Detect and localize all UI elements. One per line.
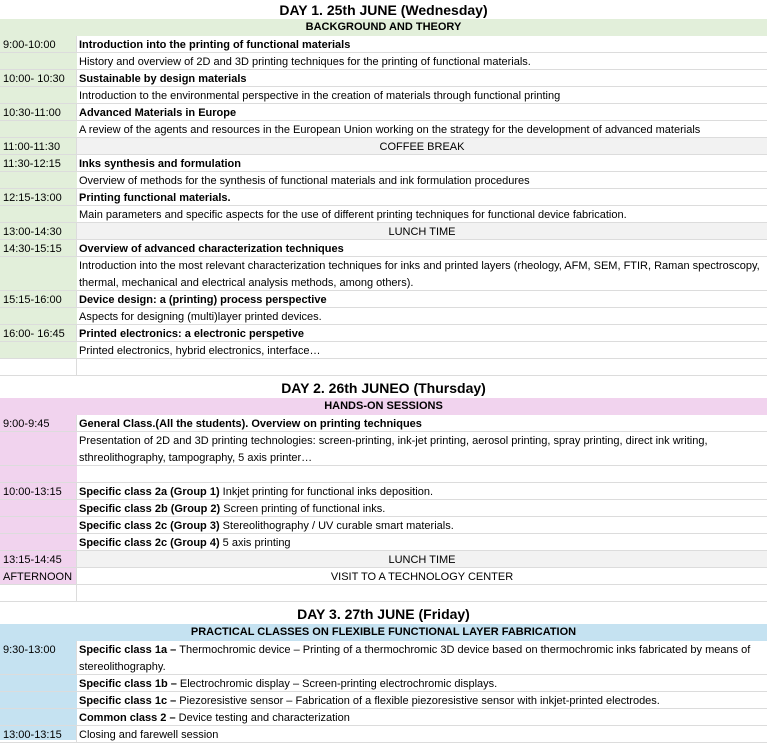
session-description: Main parameters and specific aspects for the use of different printing techniques for functional device fabrication.	[79, 209, 627, 221]
schedule-row	[0, 206, 767, 223]
schedule-row	[0, 534, 767, 551]
session-title: Advanced Materials in Europe	[79, 107, 237, 119]
session-description: A review of the agents and resources in the European Union working on the strategy for the development of advanced materials	[79, 124, 701, 136]
schedule-row	[0, 692, 767, 709]
schedule-row	[0, 70, 767, 87]
class-title: Specific class 2a (Group 1)	[79, 486, 220, 498]
break-row	[0, 551, 767, 568]
schedule-row	[0, 415, 767, 432]
class-description: Inkjet printing for functional inks deposition.	[219, 486, 434, 498]
blank-row	[0, 585, 767, 602]
session-description: Printed electronics, hybrid electronics, interface…	[79, 345, 321, 357]
session-title: Printing functional materials.	[79, 192, 231, 204]
schedule-row	[0, 709, 767, 726]
class-entry	[77, 692, 767, 708]
break-row	[0, 138, 767, 155]
class-description: Device testing and characterization	[178, 712, 350, 724]
session-description: Overview of methods for the synthesis of functional materials and ink formulation procedures	[79, 175, 530, 187]
schedule-row	[0, 568, 767, 585]
class-description: Piezoresistive sensor – Fabrication of a flexible piezoresistive sensor with inkjet-printed electrodes.	[179, 695, 660, 707]
session-title: Overview of advanced characterization techniques	[79, 243, 344, 255]
blank-time-cell	[0, 585, 77, 601]
schedule-row	[0, 87, 767, 104]
class-title: Specific class 2c (Group 4)	[79, 537, 220, 549]
schedule-row	[0, 483, 767, 500]
schedule-row	[0, 432, 767, 466]
session-title: Introduction into the printing of functional materials	[79, 39, 351, 51]
schedule-row	[0, 240, 767, 257]
time-cell: 10:00- 10:30	[0, 70, 77, 86]
schedule-row	[0, 291, 767, 308]
schedule-row	[0, 189, 767, 206]
blank-row	[0, 359, 767, 376]
schedule-row	[0, 675, 767, 692]
class-description: 5 axis printing	[219, 537, 291, 549]
schedule-row	[0, 342, 767, 359]
closing-session-label: Closing and farewell session	[79, 729, 219, 741]
schedule-row	[0, 726, 767, 743]
class-title: Specific class 2c (Group 3)	[79, 520, 220, 532]
schedule-row	[0, 155, 767, 172]
session-title: Inks synthesis and formulation	[79, 158, 241, 170]
time-cell: 16:00- 16:45	[0, 325, 77, 341]
schedule-row	[0, 257, 767, 291]
schedule-row	[0, 466, 767, 483]
session-description: Presentation of 2D and 3D printing technologies: screen-printing, ink-jet printing, aerosol printing, spray printing, direct ink writing, sthreolithography, tampography, 5 axis printer…	[79, 435, 708, 464]
time-cell: 11:00-11:30	[0, 138, 77, 154]
schedule-row	[0, 308, 767, 325]
class-entry	[77, 483, 767, 499]
time-cell: 14:30-15:15	[0, 240, 77, 256]
class-title: Common class 2 –	[79, 712, 179, 724]
session-description: Introduction into the most relevant characterization techniques for inks and printed layers (rheology, AFM, SEM, FTIR, Raman spectroscopy, thermal, mechanical and electrical analysis methods, among others).	[79, 260, 760, 289]
session-title: General Class.(All the students). Overview on printing techniques	[79, 418, 422, 430]
class-entry	[77, 641, 767, 674]
day2-section-header: HANDS-ON SESSIONS	[0, 398, 767, 415]
time-cell: 10:00-13:15	[0, 483, 77, 499]
day1-section-header: BACKGROUND AND THEORY	[0, 19, 767, 36]
class-title: Specific class 1b –	[79, 678, 180, 690]
time-cell: 13:00-14:30	[0, 223, 77, 239]
schedule-row	[0, 500, 767, 517]
coffee-break-label: COFFEE BREAK	[77, 138, 767, 154]
schedule-row	[0, 517, 767, 534]
schedule-row	[0, 53, 767, 70]
class-description: Thermochromic device – Printing of a thermochromic 3D device based on thermochromic inks fabricated by means of stereolithography.	[79, 644, 751, 673]
session-description: Introduction to the environmental perspective in the creation of materials through functional printing	[79, 90, 561, 102]
lunch-break-label: LUNCH TIME	[77, 223, 767, 239]
class-entry	[77, 500, 767, 516]
class-title: Specific class 2b (Group 2)	[79, 503, 221, 515]
day3-title: DAY 3. 27th JUNE (Friday)	[297, 606, 470, 622]
class-description: Electrochromic display – Screen-printing electrochromic displays.	[179, 678, 498, 690]
day2-title: DAY 2. 26th JUNEO (Thursday)	[281, 380, 486, 396]
class-entry	[77, 517, 767, 533]
schedule-row	[0, 641, 767, 675]
time-cell: 9:30-13:00	[0, 641, 77, 674]
class-entry	[77, 709, 767, 725]
time-cell: AFTERNOON	[0, 568, 77, 584]
day1-title: DAY 1. 25th JUNE (Wednesday)	[279, 2, 488, 18]
blank-time-cell	[0, 359, 77, 375]
session-title: Printed electronics: a electronic perspetive	[79, 328, 304, 340]
session-title: Device design: a (printing) process perspective	[79, 294, 327, 306]
session-title: Sustainable by design materials	[79, 73, 247, 85]
class-entry	[77, 675, 767, 691]
class-title: Specific class 1c –	[79, 695, 180, 707]
schedule-row	[0, 36, 767, 53]
break-row	[0, 223, 767, 240]
time-cell: 13:15-14:45	[0, 551, 77, 567]
schedule-row	[0, 325, 767, 342]
day3-section-header: PRACTICAL CLASSES ON FLEXIBLE FUNCTIONAL LAYER FABRICATION	[0, 624, 767, 641]
schedule-row	[0, 121, 767, 138]
class-description: Stereolithography / UV curable smart materials.	[219, 520, 454, 532]
session-description: History and overview of 2D and 3D printing techniques for the printing of functional materials.	[79, 56, 531, 68]
time-cell: 11:30-12:15	[0, 155, 77, 171]
class-title: Specific class 1a –	[79, 644, 180, 656]
time-cell: 10:30-11:00	[0, 104, 77, 120]
time-cell: 13:00-13:15	[0, 726, 77, 742]
time-cell: 12:15-13:00	[0, 189, 77, 205]
schedule-row	[0, 104, 767, 121]
schedule-row	[0, 172, 767, 189]
afternoon-visit-label: VISIT TO A TECHNOLOGY CENTER	[330, 571, 514, 583]
time-cell: 9:00-9:45	[0, 415, 77, 431]
class-entry	[77, 534, 767, 550]
class-description: Screen printing of functional inks.	[220, 503, 386, 515]
time-cell: 15:15-16:00	[0, 291, 77, 307]
time-cell: 9:00-10:00	[0, 36, 77, 52]
session-description: Aspects for designing (multi)layer printed devices.	[79, 311, 322, 323]
lunch-break-label: LUNCH TIME	[77, 551, 767, 567]
